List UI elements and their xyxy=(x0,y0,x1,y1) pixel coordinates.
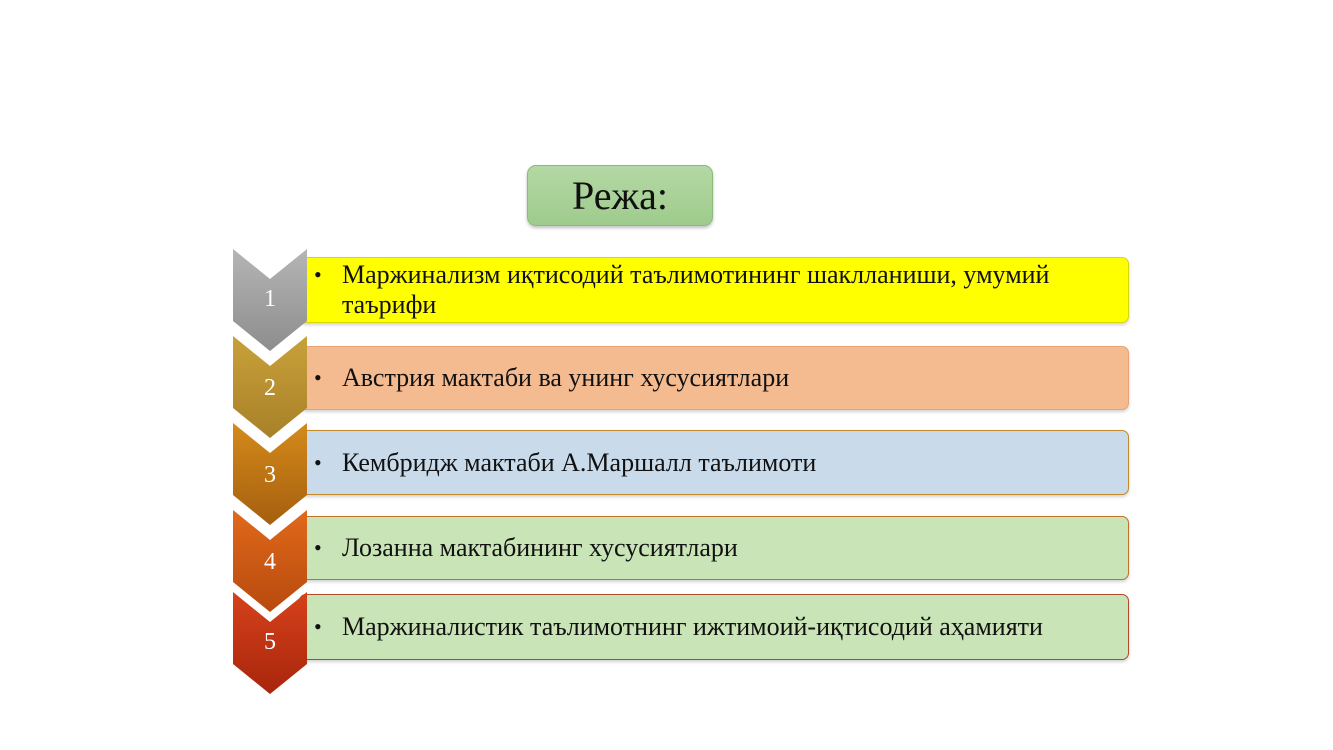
list-item-text-wrap-5 xyxy=(300,612,1073,642)
list-item-bar-1 xyxy=(299,257,1129,323)
list-item-text-3: Кембридж мактаби А.Маршалл таълимоти xyxy=(342,447,817,477)
list-item-number-5: 5 xyxy=(264,629,276,655)
chevron-arrow-5 xyxy=(233,592,307,696)
slide-title: Режа: xyxy=(572,172,668,218)
list-item-text-4: Лозанна мактабининг хусусиятлари xyxy=(342,533,738,562)
list-item-text-wrap-3 xyxy=(300,448,846,478)
list-item-text-wrap-1 xyxy=(300,260,1128,320)
bullet-icon: • xyxy=(314,535,322,560)
bullet-icon: • xyxy=(314,449,322,475)
list-item-text-wrap-2 xyxy=(300,363,819,393)
list-item-bar-2 xyxy=(299,346,1129,410)
list-item-bar-5 xyxy=(299,594,1129,660)
list-item-number-4: 4 xyxy=(264,549,276,575)
bullet-icon: • xyxy=(314,262,322,287)
list-item-number-3: 3 xyxy=(264,462,276,488)
list-item-number-1: 1 xyxy=(264,286,276,312)
list-item-text-5: Маржиналистик таълимотнинг ижтимоий-иқтисодий аҳамияти xyxy=(342,612,1043,641)
list-item-text-2: Австрия мактаби ва унинг хусусиятлари xyxy=(342,363,790,392)
list-item-number-2: 2 xyxy=(264,375,276,401)
list-item-text-wrap-4 xyxy=(300,533,768,563)
bullet-icon: • xyxy=(314,614,322,639)
list-item-bar-3 xyxy=(299,430,1129,495)
list-item-text-1: Маржинализм иқтисодий таълимотининг шаклланиши, умумий таърифи xyxy=(342,260,1050,319)
bullet-icon: • xyxy=(314,365,322,390)
title-box xyxy=(527,165,713,226)
list-item-bar-4 xyxy=(299,516,1129,580)
